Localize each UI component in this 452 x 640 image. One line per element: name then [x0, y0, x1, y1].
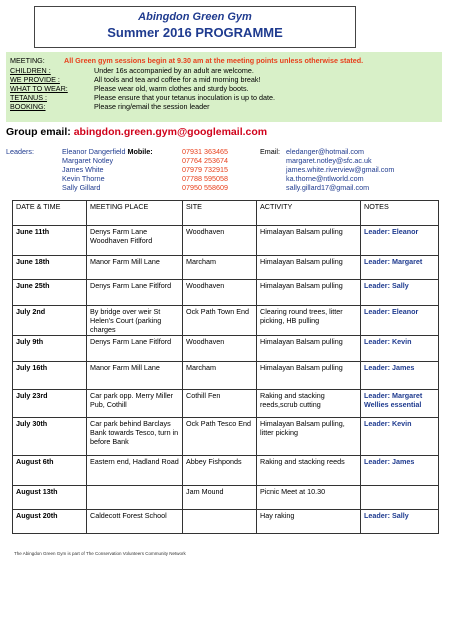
- programme-table: [12, 200, 439, 534]
- table-row: [13, 306, 439, 336]
- table-row: [13, 510, 439, 534]
- cell-date: August 6th: [13, 456, 87, 486]
- cell-activity: Raking and stacking reeds,scrub cutting: [257, 390, 361, 418]
- cell-site: Woodhaven: [183, 280, 257, 306]
- title-line-1: Abingdon Green Gym: [138, 11, 252, 23]
- leader-phone: 07979 732915: [182, 165, 228, 174]
- info-box: [6, 52, 442, 122]
- leader-row: [6, 165, 446, 174]
- info-value: Please wear old, warm clothes and sturdy boots.: [94, 84, 249, 93]
- leader-email[interactable]: ka.thorne@ntlworld.com: [286, 174, 364, 183]
- cell-notes: Leader: James: [361, 456, 439, 486]
- leader-name: Sally Gillard: [62, 183, 101, 192]
- cell-activity: Himalayan Balsam pulling: [257, 226, 361, 256]
- cell-date: July 9th: [13, 336, 87, 362]
- info-key: WHAT TO WEAR:: [10, 84, 68, 93]
- group-email-label: Group email:: [6, 126, 74, 138]
- leader-name: James White: [62, 165, 104, 174]
- table-header-row: [13, 201, 439, 226]
- cell-site: Abbey Fishponds: [183, 456, 257, 486]
- group-email-link[interactable]: abingdon.green.gym@googlemail.com: [73, 126, 268, 138]
- leader-phone: 07931 363465: [182, 147, 228, 156]
- cell-site: Ock Path Tesco End: [183, 418, 257, 456]
- cell-date: June 18th: [13, 256, 87, 280]
- leader-email[interactable]: james.white.riverview@gmail.com: [286, 165, 395, 174]
- info-value: All tools and tea and coffee for a mid morning break!: [94, 75, 261, 84]
- leader-name: Kevin Thorne: [62, 174, 105, 183]
- leader-email[interactable]: eledanger@hotmail.com: [286, 147, 365, 156]
- leader-name: Eleanor Dangerfield Mobile:: [62, 147, 153, 156]
- info-value: Please ring/email the session leader: [94, 102, 210, 111]
- mobile-label: Mobile:: [127, 147, 153, 156]
- cell-place: Denys Farm Lane Fitlford: [87, 336, 183, 362]
- cell-activity: Himalayan Balsam pulling: [257, 280, 361, 306]
- group-email: [6, 126, 267, 138]
- cell-place: Denys Farm Lane Woodhaven Fitlford: [87, 226, 183, 256]
- cell-activity: Himalayan Balsam pulling: [257, 362, 361, 390]
- cell-notes: Leader: Sally: [361, 280, 439, 306]
- leader-row: [6, 174, 446, 183]
- cell-notes: Leader: James: [361, 362, 439, 390]
- cell-place: Denys Farm Lane Fitlford: [87, 280, 183, 306]
- header-meeting-place: MEETING PLACE: [87, 201, 183, 226]
- cell-date: June 11th: [13, 226, 87, 256]
- info-key: MEETING:: [10, 56, 45, 65]
- cell-date: July 30th: [13, 418, 87, 456]
- leader-phone: 07788 595058: [182, 174, 228, 183]
- header-site: SITE: [183, 201, 257, 226]
- email-label: Email:: [260, 147, 280, 156]
- table-row: [13, 280, 439, 306]
- cell-notes: Leader: Eleanor: [361, 306, 439, 336]
- table-row: [13, 336, 439, 362]
- cell-place: Car park opp. Merry Miller Pub, Cothill: [87, 390, 183, 418]
- cell-notes: [361, 486, 439, 510]
- info-key: CHILDREN :: [10, 66, 51, 75]
- info-key: BOOKING:: [10, 102, 46, 111]
- cell-date: August 13th: [13, 486, 87, 510]
- leader-name: Margaret Notley: [62, 156, 114, 165]
- cell-date: June 25th: [13, 280, 87, 306]
- cell-activity: Himalayan Balsam pulling: [257, 336, 361, 362]
- cell-place: [87, 486, 183, 510]
- leader-email[interactable]: sally.gillard17@gmail.com: [286, 183, 370, 192]
- cell-place: Eastern end, Hadland Road: [87, 456, 183, 486]
- cell-activity: Himalayan Balsam pulling: [257, 256, 361, 280]
- cell-date: July 23rd: [13, 390, 87, 418]
- leader-phone: 07764 253674: [182, 156, 228, 165]
- cell-place: Caldecott Forest School: [87, 510, 183, 534]
- cell-place: Car park behind Barclays Bank towards Tesco, turn in before Bank: [87, 418, 183, 456]
- cell-date: July 2nd: [13, 306, 87, 336]
- footer-text: The Abingdon Green Gym is part of The Conservation Volunteers Community Network: [14, 551, 186, 556]
- header-activity: ACTIVITY: [257, 201, 361, 226]
- cell-site: Woodhaven: [183, 336, 257, 362]
- cell-site: [183, 510, 257, 534]
- info-value: Under 16s accompanied by an adult are welcome.: [94, 66, 254, 75]
- table-row: [13, 362, 439, 390]
- table-row: [13, 226, 439, 256]
- title-box: [34, 6, 356, 48]
- cell-notes: Leader: Eleanor: [361, 226, 439, 256]
- info-value: Please ensure that your tetanus inoculation is up to date.: [94, 93, 276, 102]
- table-row: [13, 390, 439, 418]
- cell-notes: Leader: Sally: [361, 510, 439, 534]
- info-key: TETANUS :: [10, 93, 48, 102]
- cell-site: Marcham: [183, 256, 257, 280]
- cell-place: By bridge over weir St Helen's Court (parking charges: [87, 306, 183, 336]
- table-row: [13, 486, 439, 510]
- cell-notes: Leader: Kevin: [361, 418, 439, 456]
- header-date: DATE & TIME: [13, 201, 87, 226]
- cell-notes: Leader: Margaret: [361, 256, 439, 280]
- cell-date: July 16th: [13, 362, 87, 390]
- cell-site: Cothill Fen: [183, 390, 257, 418]
- info-key: WE PROVIDE :: [10, 75, 60, 84]
- title-line-2: Summer 2016 PROGRAMME: [107, 25, 283, 40]
- cell-site: Marcham: [183, 362, 257, 390]
- cell-activity: Hay raking: [257, 510, 361, 534]
- cell-site: Jam Mound: [183, 486, 257, 510]
- cell-notes: Leader: Margaret Wellies essential: [361, 390, 439, 418]
- leaders-section: [6, 147, 446, 197]
- cell-activity: Raking and stacking reeds: [257, 456, 361, 486]
- cell-activity: Picnic Meet at 10.30: [257, 486, 361, 510]
- table-row: [13, 456, 439, 486]
- leader-row: [6, 183, 446, 192]
- leader-row: [6, 147, 446, 156]
- leaders-label: Leaders:: [6, 147, 34, 156]
- cell-site: Woodhaven: [183, 226, 257, 256]
- table-row: [13, 256, 439, 280]
- cell-place: Manor Farm Mill Lane: [87, 362, 183, 390]
- cell-activity: Himalayan Balsam pulling, litter picking: [257, 418, 361, 456]
- leader-email[interactable]: margaret.notley@sfc.ac.uk: [286, 156, 372, 165]
- cell-place: Manor Farm Mill Lane: [87, 256, 183, 280]
- leader-row: [6, 156, 446, 165]
- cell-date: August 20th: [13, 510, 87, 534]
- leader-phone: 07950 558609: [182, 183, 228, 192]
- header-notes: NOTES: [361, 201, 439, 226]
- cell-notes: Leader: Kevin: [361, 336, 439, 362]
- info-value: All Green gym sessions begin at 9.30 am at the meeting points unless otherwise stated.: [64, 56, 364, 65]
- cell-site: Ock Path Town End: [183, 306, 257, 336]
- cell-activity: Clearing round trees, litter picking, HB pulling: [257, 306, 361, 336]
- table-row: [13, 418, 439, 456]
